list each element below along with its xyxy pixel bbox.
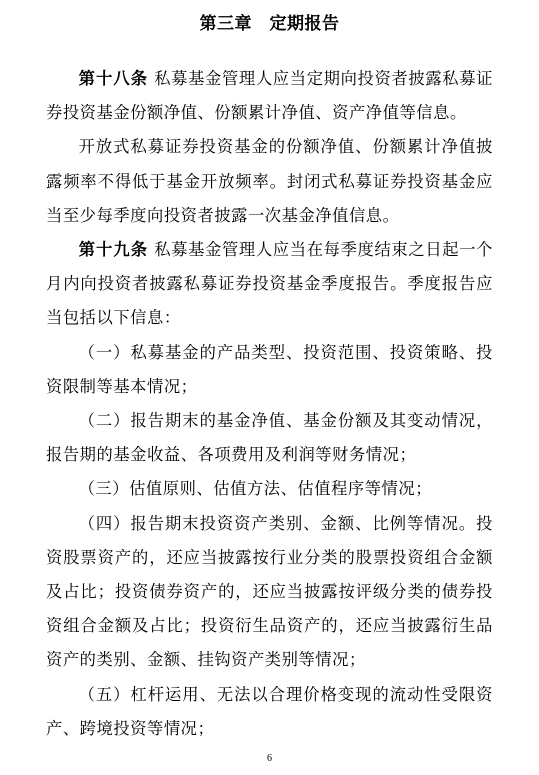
article-text: 私募基金管理人应当定期向投资者披露私募证券投资基金份额净值、份额累计净值、资产净值等信息。 <box>46 69 493 123</box>
paragraph-nav-frequency <box>46 130 493 233</box>
list-item-2 <box>46 404 493 472</box>
list-item-text: （一）私募基金的产品类型、投资范围、投资策略、投资限制等基本情况； <box>46 342 493 396</box>
list-item-1 <box>46 336 493 404</box>
article-label: 第十八条 <box>78 69 149 88</box>
article-text: 私募基金管理人应当在每季度结束之日起一个月内向投资者披露私募证券投资基金季度报告。季度报告应当包括以下信息： <box>46 240 493 328</box>
paragraph-text: 开放式私募证券投资基金的份额净值、份额累计净值披露频率不得低于基金开放频率。封闭式私募证券投资基金应当至少每季度向投资者披露一次基金净值信息。 <box>46 137 493 225</box>
article-19-paragraph <box>46 233 493 336</box>
list-item-4 <box>46 507 493 678</box>
article-18-paragraph <box>46 62 493 130</box>
list-item-text: （四）报告期末投资资产类别、金额、比例等情况。投资股票资产的，还应当披露按行业分类的股票投资组合金额及占比；投资债券资产的，还应当披露按评级分类的债券投资组合金额及占比；投资衍生品资产的，还应当披露衍生品资产的类别、金额、挂钩资产类别等情况； <box>46 513 493 670</box>
document-body <box>46 62 493 746</box>
list-item-text: （五）杠杆运用、无法以合理价格变现的流动性受限资产、跨境投资等情况； <box>46 684 493 738</box>
list-item-text: （二）报告期末的基金净值、基金份额及其变动情况，报告期的基金收益、各项费用及利润等财务情况； <box>46 411 493 465</box>
chapter-heading: 第三章 定期报告 <box>199 14 340 34</box>
list-item-5 <box>46 678 493 746</box>
list-item-3 <box>46 472 493 506</box>
list-item-text: （三）估值原则、估值方法、估值程序等情况； <box>78 479 433 499</box>
article-label: 第十九条 <box>78 240 149 260</box>
page-number: 6 <box>267 753 272 764</box>
